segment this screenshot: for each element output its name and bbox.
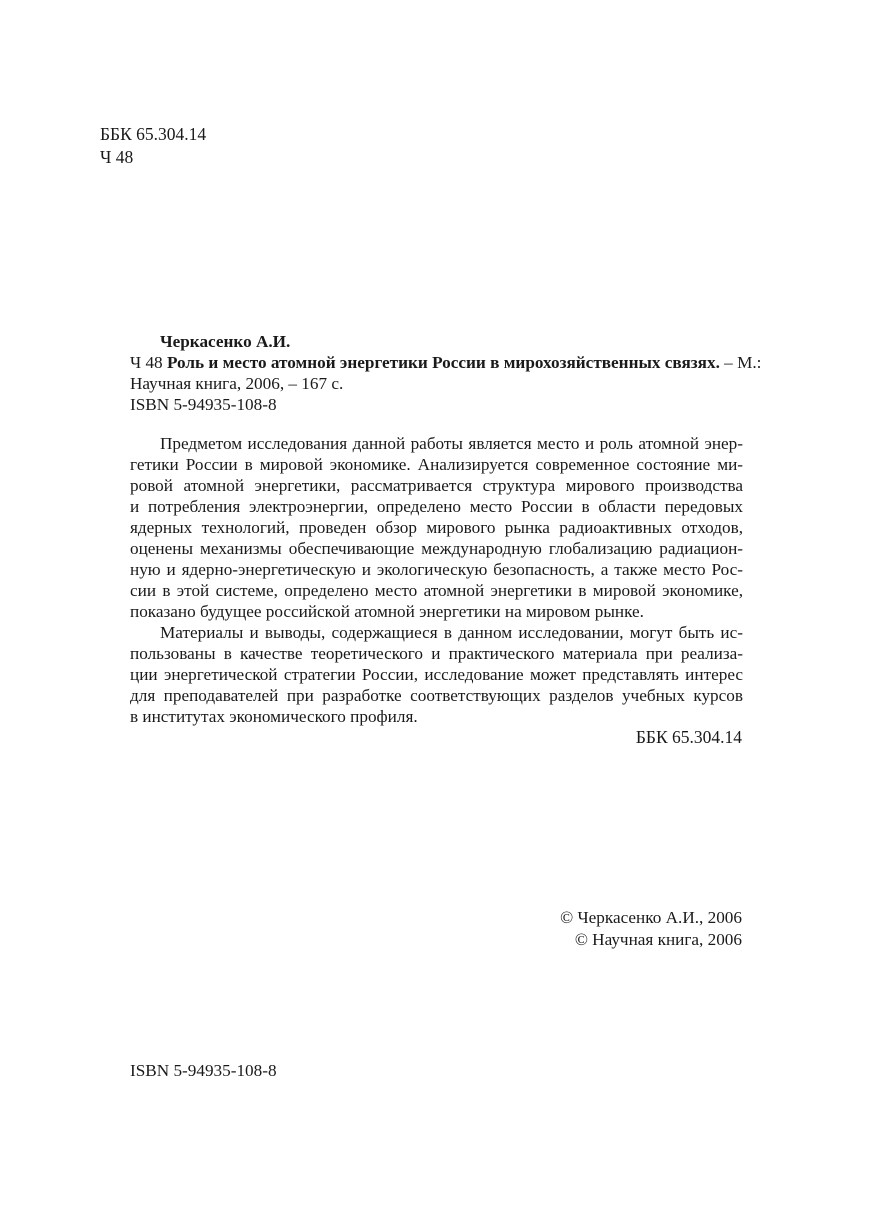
- isbn-footer: ISBN 5-94935-108-8: [130, 1061, 277, 1080]
- abstract-line: пользованы в качестве теоретического и практического материала при реализа-: [130, 644, 743, 663]
- record-title-line: [130, 352, 761, 373]
- copyright-publisher: © Научная книга, 2006: [574, 930, 742, 949]
- abstract-line: ровой атомной энергетики, рассматривается структура мирового производства: [130, 476, 743, 495]
- copyright-author: © Черкасенко А.И., 2006: [560, 908, 742, 927]
- abstract-line: гетики России в мировой экономике. Анализируется современное состояние ми-: [130, 455, 743, 474]
- abstract-line: ции энергетической стратегии России, исследование может представлять интерес: [130, 665, 743, 684]
- record-isbn: ISBN 5-94935-108-8: [130, 395, 277, 414]
- author-mark-top: Ч 48: [100, 147, 134, 167]
- abstract-line: оценены механизмы обеспечивающие международную глобализацию радиацион-: [130, 539, 743, 558]
- bbk-code-bottom: ББК 65.304.14: [635, 727, 742, 747]
- bbk-code-top: ББК 65.304.14: [100, 124, 207, 144]
- abstract-line: Материалы и выводы, содержащиеся в данном исследовании, могут быть ис-: [160, 623, 743, 642]
- record-place: – М.:: [724, 353, 762, 372]
- abstract-line: ную и ядерно-энергетическую и экологическую безопасность, а также место Рос-: [130, 560, 743, 579]
- record-publication: Научная книга, 2006, – 167 с.: [130, 374, 344, 393]
- record-author-code: Ч 48: [130, 353, 163, 372]
- record-author: Черкасенко А.И.: [160, 332, 291, 351]
- abstract-line: сии в этой системе, определено место атомной энергетики в мировой экономике,: [130, 581, 743, 600]
- record-title: Роль и место атомной энергетики России в мирохозяйственных связях.: [166, 353, 720, 372]
- abstract-line: показано будущее российской атомной энергетики на мировом рынке.: [130, 602, 644, 621]
- abstract-line: в институтах экономического профиля.: [130, 707, 418, 726]
- abstract-line: для преподавателей при разработке соответствующих разделов учебных курсов: [130, 686, 743, 705]
- abstract-line: ядерных технологий, проведен обзор мирового рынка радиоактивных отходов,: [130, 518, 743, 537]
- abstract-line: и потребления электроэнергии, определено место России в области передовых: [130, 497, 743, 516]
- abstract-line: Предметом исследования данной работы является место и роль атомной энер-: [160, 434, 743, 453]
